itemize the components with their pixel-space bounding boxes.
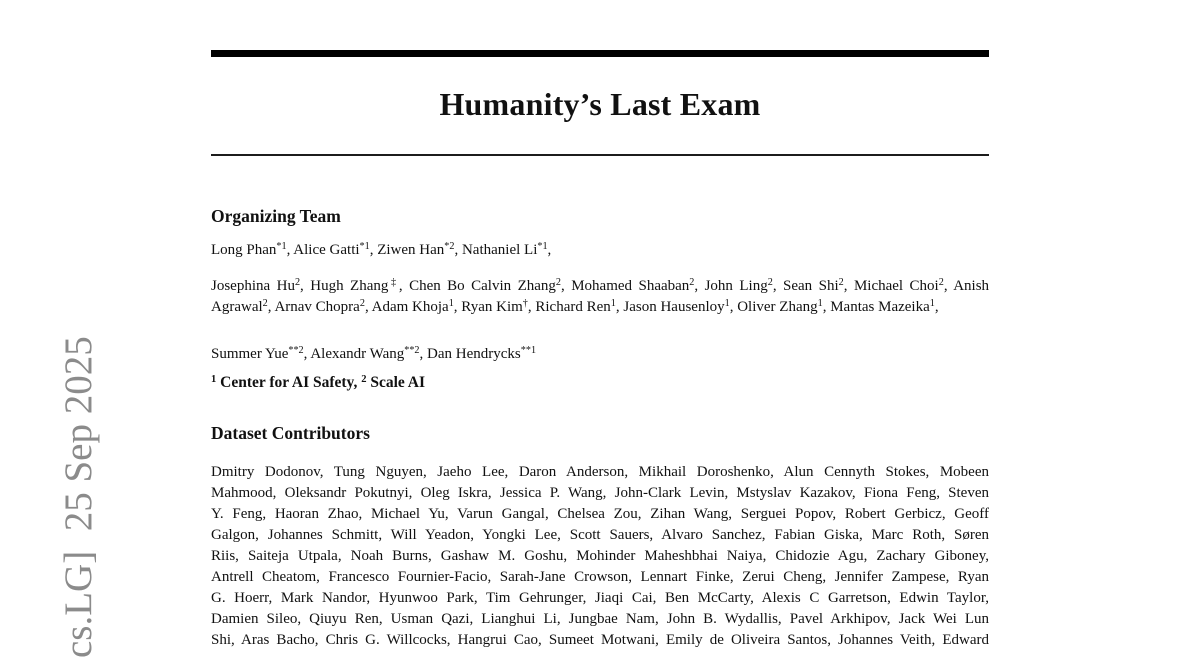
contributor-line: Mahmood, Oleksandr Pokutnyi, Oleg Iskra, Jessica P. Wang, John-Clark Levin, Mstyslav Kazakov, Fiona Feng, Steven [211,485,989,501]
author-superscript: 2 [555,277,561,289]
title-rule-top [211,50,989,57]
author-superscript: **1 [520,345,537,357]
contributor-line: Riis, Saiteja Utpala, Noah Burns, Gashaw M. Goshu, Mohinder Maheshbhai Naiya, Chidozie Agu, Zachary Giboney, [211,548,989,564]
affiliation-superscript: 2 [361,374,367,386]
contributor-line: Shi, Aras Bacho, Chris G. Willcocks, Hangrui Cao, Sumeet Motwani, Emily de Oliveira Santos, Johannes Veith, Edward [211,632,989,648]
contributor-line: Antrell Cheatom, Francesco Fournier-Facio, Sarah-Jane Crowson, Lennart Finke, Zerui Cheng, Jennifer Zampese, Ryan [211,569,989,585]
author-superscript: 1 [448,297,454,309]
author-superscript: 2 [294,277,301,289]
author-superscript: 1 [724,297,730,309]
author-superscript: 2 [359,297,365,309]
contributor-line: Dmitry Dodonov, Tung Nguyen, Jaeho Lee, Daron Anderson, Mikhail Doroshenko, Alun Cennyth Stokes, Mobeen [211,464,989,480]
author-superscript: 2 [689,277,695,289]
author-superscript: *2 [444,241,455,253]
author-superscript: **2 [288,345,304,357]
section-heading-organizing-team: Organizing Team [211,206,341,226]
author-superscript: ‡ [388,277,399,289]
author-superscript: 2 [767,277,773,289]
author-superscript: 1 [610,297,616,309]
author-group-lead: Long Phan$^{*1}$, Alice Gatti$^{*1}$, Ziwen Han$^{*2}$, Nathaniel Li$^{*1}$, [211,241,552,258]
author-group-advisors: Summer Yue$^{**2}$, Alexandr Wang$^{**2}$, Dan Hendrycks$^{**1}$ [211,345,537,362]
paper-content-column [211,0,989,648]
author-group-core: Josephina Hu$^2$, Hugh Zhang‡, Chen Bo Calvin Zhang$^2$, Mohamed Shaaban$^2$, John Ling$^2$, Sean Shi$^2$, Michael Choi$^2$, Anish Agrawal$^2$, Arnav Chopra$^2$, Adam Khoja$^1$, Ryan Kim†, Richard Ren$^1$, Jason Hausenloy$^1$, Oliver Zhang$^1$, Mantas Mazeika$^1$, [211,277,990,315]
author-superscript: *1 [276,241,287,253]
title-rule-bottom [211,154,989,156]
author-superscript: 1 [817,297,823,309]
author-superscript: 1 [929,297,935,309]
contributor-line: Y. Feng, Haoran Zhao, Michael Yu, Varun Gangal, Chelsea Zou, Zihan Wang, Serguei Popov, Robert Gerbicz, Geoff [211,506,989,522]
author-superscript: 2 [938,277,944,289]
author-superscript: 2 [262,297,268,309]
author-superscript: † [522,297,528,309]
affiliation-superscript: 1 [211,374,217,386]
author-superscript: *1 [359,241,370,253]
contributor-line: Damien Sileo, Qiuyu Ren, Usman Qazi, Lianghui Li, Jungbae Nam, John B. Wydallis, Pavel Arkhipov, Jack Wei Lun [211,611,989,627]
author-superscript: 2 [838,277,844,289]
affiliations-line: $^1$ Center for AI Safety, $^2$ Scale AI [211,374,426,391]
author-superscript: **2 [404,345,420,357]
arxiv-sidebar-stamp: cs.LG] 25 Sep 2025 [57,336,100,658]
contributor-line: Galgon, Johannes Schmitt, Will Yeadon, Yongki Lee, Scott Sauers, Alvaro Sanchez, Fabian Giska, Marc Roth, Søren [211,527,989,543]
paper-title: Humanity’s Last Exam [439,86,761,122]
section-heading-dataset-contributors: Dataset Contributors [211,423,370,443]
dataset-contributors-paragraph [211,462,989,651]
contributor-line: G. Hoerr, Mark Nandor, Hyunwoo Park, Tim Gehrunger, Jiaqi Cai, Ben McCarty, Alexis C Garretson, Edwin Taylor, [211,590,989,606]
author-superscript: *1 [537,241,548,253]
